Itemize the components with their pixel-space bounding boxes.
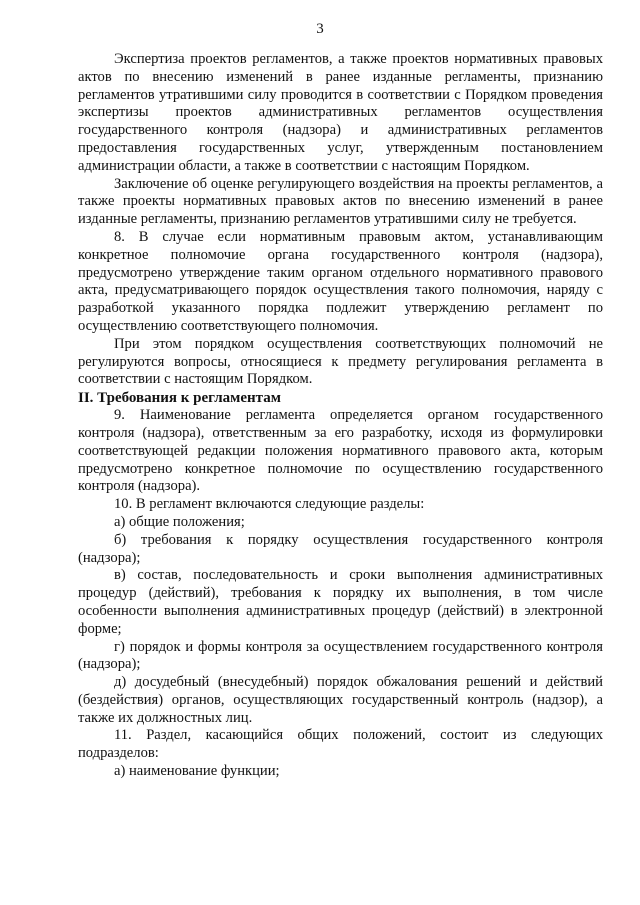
list-item-d: д) досудебный (внесудебный) порядок обжалования решений и действий (бездействия) органов, осуществляющих государственный контроль (надзор), а также их должностных лиц.	[78, 674, 603, 726]
paragraph-item-11: 11. Раздел, касающийся общих положений, состоит из следующих подразделов:	[78, 727, 603, 762]
paragraph-item-9: 9. Наименование регламента определяется органом государственного контроля (надзора), ответственным за его разработку, исходя из формулировки соответствующей редакции положения нормативного правового акта, которым предусмотрено конкретное полномочие по осуществлению государственного контроля (надзора).	[78, 407, 603, 495]
list-item-11a: а) наименование функции;	[114, 763, 280, 780]
list-item-v: в) состав, последовательность и сроки выполнения административных процедур (действий), требования к порядку их выполнения, в том числе особенности выполнения административных процедур (действий) в электронной форме;	[78, 567, 603, 637]
page-number: 3	[316, 21, 324, 37]
section-heading: II. Требования к регламентам	[78, 390, 281, 407]
list-item-a: а) общие положения;	[114, 513, 245, 530]
list-item-g: г) порядок и формы контроля за осуществлением государственного контроля (надзора);	[78, 638, 603, 673]
paragraph-item-10: 10. В регламент включаются следующие разделы:	[114, 496, 425, 513]
paragraph-procedure-note: При этом порядком осуществления соответствующих полномочий не регулируются вопросы, относящиеся к предмету регулирования регламента в соответствии с настоящим Порядком.	[78, 335, 603, 388]
paragraph-conclusion: Заключение об оценке регулирующего воздействия на проекты регламентов, а также проекты нормативных правовых актов по внесению изменений в ранее изданные регламенты, признанию регламентов утратившими силу не требуется.	[78, 175, 603, 228]
paragraph-expertise: Экспертиза проектов регламентов, а также проектов нормативных правовых актов по внесению изменений в ранее изданные регламенты, признанию регламентов утратившими силу проводится в соответствии с Порядком проведения экспертизы проектов административных регламентов осуществления государственного контроля (надзора) и административных регламентов предоставления государственных услуг, утвержденным постановлением администрации области, а также в соответствии с настоящим Порядком.	[78, 51, 603, 174]
document-body	[78, 51, 603, 781]
paragraph-item-8: 8. В случае если нормативным правовым актом, устанавливающим конкретное полномочие органа государственного контроля (надзора), предусмотрено утверждение таким органом отдельного нормативного правового акта, предусматривающего порядок осуществления такого полномочия, наряду с разработкой указанного порядка подлежит утверждению регламент по осуществлению соответствующего полномочия.	[78, 228, 603, 334]
list-item-b: б) требования к порядку осуществления государственного контроля (надзора);	[78, 531, 603, 566]
